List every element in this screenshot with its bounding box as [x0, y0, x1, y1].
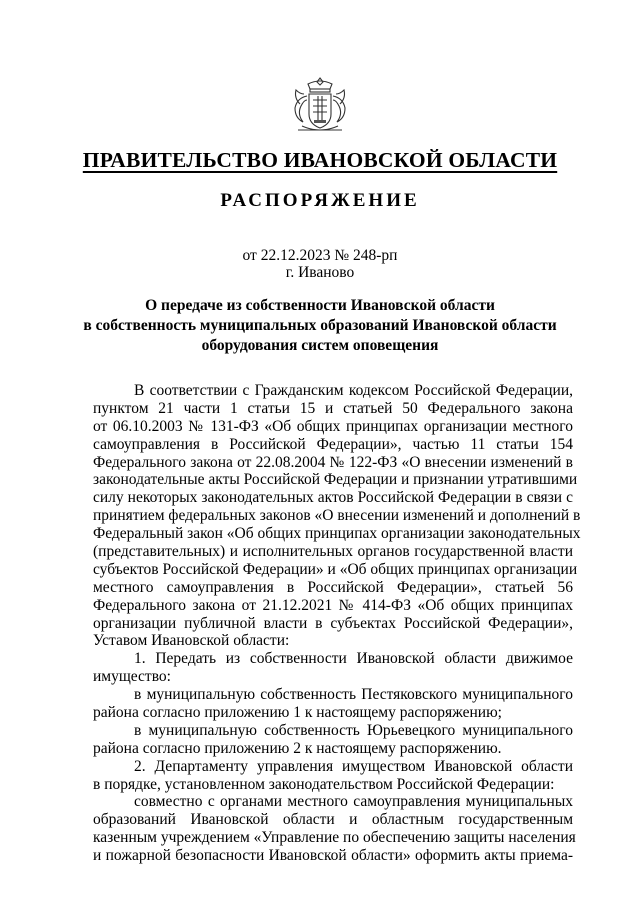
- body-line: (представительных) и исполнительных органов государственной власти: [93, 543, 573, 561]
- body-line: В соответствии с Гражданским кодексом Российской Федерации,: [134, 382, 573, 399]
- subject-line: в собственность муниципальных образований Ивановской области: [83, 317, 557, 334]
- body-line: 1. Передать из собственности Ивановской области движимое: [134, 650, 573, 668]
- body-line: совместно с органами местного самоуправления муниципальных: [134, 793, 573, 811]
- body-line: пунктом 21 части 1 статьи 15 и статьей 50 Федерального закона: [93, 399, 573, 417]
- body-line: в муниципальную собственность Юрьевецкого муниципального: [134, 721, 573, 739]
- body-line: местного самоуправления в Российской Федерации», статьей 56: [93, 578, 573, 596]
- document-meta: [0, 247, 640, 281]
- document-body: [93, 382, 581, 865]
- body-line: района согласно приложению 1 к настоящему распоряжению;: [93, 704, 502, 722]
- body-line: в порядке, установленном законодательством Российской Федерации:: [93, 775, 555, 793]
- document-subject: [60, 296, 580, 356]
- body-line: имущество:: [93, 668, 171, 686]
- body-line: субъектов Российской Федерации» и «Об общих принципах организации: [93, 560, 578, 578]
- body-line: законодательные акты Российской Федерации и признании утратившими: [93, 471, 578, 489]
- body-line: Федерального закона от 21.12.2021 № 414-ФЗ «Об общих принципах: [93, 596, 573, 614]
- body-line: 2. Департаменту управления имуществом Ивановской области: [134, 757, 573, 775]
- subject-line: О передаче из собственности Ивановской области: [145, 297, 495, 314]
- date-number: от 22.12.2023 № 248-рп: [242, 247, 398, 264]
- body-line: принятием федеральных законов «О внесении изменений и дополнений в: [93, 507, 581, 525]
- body-line: и пожарной безопасности Ивановской области» оформить акты приема-: [93, 847, 573, 865]
- government-title: ПРАВИТЕЛЬСТВО ИВАНОВСКОЙ ОБЛАСТИ: [82, 148, 558, 172]
- body-line: организации публичной власти в субъектах Российской Федерации»,: [93, 614, 573, 632]
- body-line: Уставом Ивановской области:: [93, 632, 290, 650]
- body-line: силу некоторых законодательных актов Российской Федерации в связи с: [93, 489, 573, 507]
- city: г. Иваново: [285, 264, 355, 281]
- coat-of-arms-emblem: [288, 74, 352, 136]
- body-line: казенным учреждением «Управление по обеспечению защиты населения: [93, 829, 576, 847]
- body-line: района согласно приложению 2 к настоящему распоряжению.: [93, 739, 502, 757]
- subject-line: оборудования систем оповещения: [201, 337, 439, 354]
- document-type: РАСПОРЯЖЕНИЕ: [220, 190, 420, 211]
- body-line: в муниципальную собственность Пестяковского муниципального: [134, 686, 573, 704]
- body-line: от 06.10.2003 № 131-ФЗ «Об общих принципах организации местного: [93, 417, 573, 435]
- body-line: образований Ивановской области и областным государственным: [93, 811, 573, 829]
- body-line: Федерального закона от 22.08.2004 № 122-ФЗ «О внесении изменений в: [93, 453, 573, 471]
- body-line: самоуправления в Российской Федерации», частью 11 статьи 154: [93, 435, 573, 453]
- body-line: Федеральный закон «Об общих принципах организации законодательных: [93, 525, 581, 543]
